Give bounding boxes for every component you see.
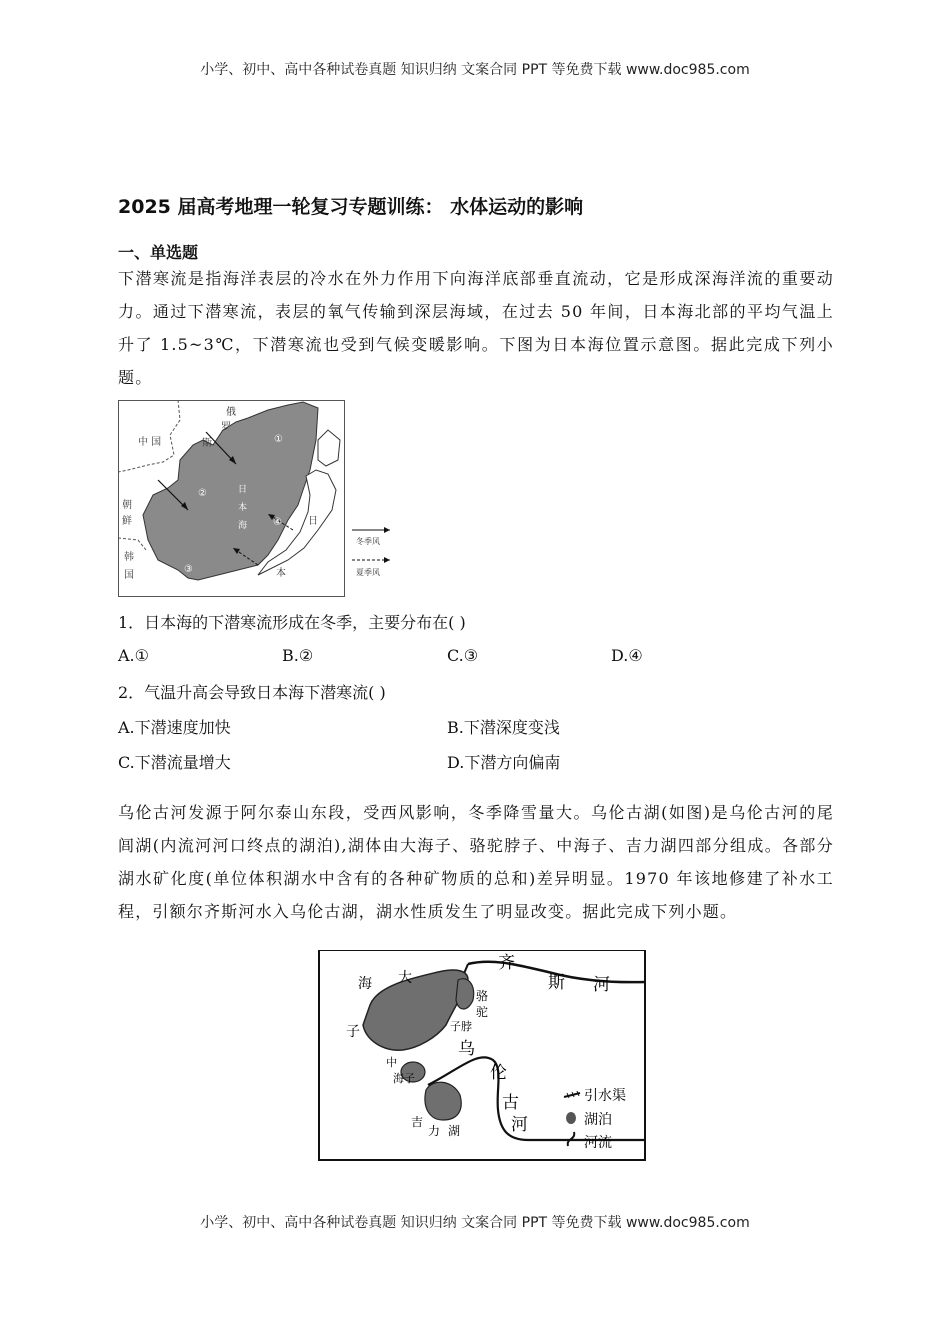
- question-1-option-a[interactable]: A.①: [118, 646, 149, 665]
- label-korea-s-2: 国: [124, 570, 134, 581]
- page-header: 小学、初中、高中各种试卷真题 知识归纳 文案合同 PPT 等免费下载 www.doc985.com: [200, 62, 750, 78]
- page-title: 2025 届高考地理一轮复习专题训练： 水体运动的影响: [118, 196, 584, 218]
- legend-lake-icon: [566, 1112, 576, 1124]
- legend-winter-monsoon: 冬季风: [356, 537, 380, 546]
- label-japan-2: 本: [276, 568, 286, 579]
- label-camel-2: 驼: [476, 1005, 489, 1019]
- question-2-option-b[interactable]: B.下潜深度变浅: [447, 718, 560, 737]
- marker-4: ④: [273, 517, 282, 528]
- label-jili-1: 吉: [411, 1115, 424, 1129]
- question-1-stem: 1．日本海的下潜寒流形成在冬季，主要分布在( ): [118, 613, 466, 632]
- label-ulungur-1: 乌: [458, 1039, 475, 1059]
- question-1-option-c[interactable]: C.③: [447, 646, 479, 665]
- question-1-option-d[interactable]: D.④: [611, 646, 643, 665]
- label-sea-3: 海: [238, 521, 248, 531]
- label-irtysh-3: 河: [593, 975, 610, 995]
- label-ulungur-2: 伦: [490, 1063, 507, 1083]
- label-mid-2: 海子: [393, 1072, 415, 1085]
- legend-river: 河流: [584, 1135, 612, 1151]
- label-jili-2: 力: [428, 1124, 441, 1138]
- label-korea-n-1: 朝: [122, 500, 132, 511]
- label-mid-1: 中: [386, 1056, 397, 1069]
- label-china: 中 国: [138, 437, 162, 448]
- label-camel-1: 骆: [476, 989, 489, 1003]
- label-ulungur-4: 河: [511, 1115, 528, 1135]
- page-footer: 小学、初中、高中各种试卷真题 知识归纳 文案合同 PPT 等免费下载 www.doc985.com: [200, 1215, 750, 1231]
- label-russia-2: 罗: [221, 422, 231, 433]
- label-korea-s-1: 韩: [124, 552, 134, 563]
- passage-1: 下潜寒流是指海洋表层的冷水在外力作用下向海洋底部垂直流动，它是形成深海洋流的重要动力。通过下潜寒流，表层的氧气传输到深层海域，在过去 50 年间，日本海北部的平均气温上升了 1.5~3℃，下潜寒流也受到气候变暖影响。下图为日本海位置示意图。据此完成下列小题。: [118, 269, 834, 387]
- label-korea-n-2: 鲜: [122, 516, 132, 527]
- legend-canal: 引水渠: [584, 1088, 626, 1104]
- question-2-option-c[interactable]: C.下潜流量增大: [118, 753, 231, 772]
- legend-lake: 湖泊: [584, 1112, 612, 1128]
- japan-sea-map: [118, 400, 398, 602]
- label-sea-2: 本: [238, 503, 248, 513]
- label-big-3: 子: [346, 1024, 360, 1040]
- legend-summer-monsoon: 夏季风: [356, 568, 380, 577]
- label-japan-1: 日: [308, 516, 318, 527]
- question-2-option-d[interactable]: D.下潜方向偏南: [447, 753, 561, 772]
- label-camel-3: 子脖: [450, 1020, 472, 1033]
- label-russia-1: 俄: [226, 407, 236, 418]
- label-big-2: 海: [358, 976, 372, 992]
- marker-2: ②: [198, 488, 207, 499]
- passage-2: 乌伦古河发源于阿尔泰山东段，受西风影响，冬季降雪量大。乌伦古湖(如图)是乌伦古河的尾闾湖(内流河河口终点的湖泊),湖体由大海子、骆驼脖子、中海子、吉力湖四部分组成。各部分湖水矿化度(单位体积湖水中含有的各种矿物质的总和)差异明显。1970 年该地修建了补水工程，引额尔齐斯河水入乌伦古湖，湖水性质发生了明显改变。据此完成下列小题。: [118, 803, 834, 921]
- label-russia-3: 斯: [202, 438, 212, 449]
- question-2-stem: 2．气温升高会导致日本海下潜寒流( ): [118, 683, 386, 702]
- section-heading: 一、单选题: [118, 243, 199, 262]
- label-irtysh-2: 斯: [548, 973, 565, 993]
- label-ulungur-3: 古: [502, 1093, 519, 1113]
- marker-1: ①: [274, 434, 283, 445]
- marker-3: ③: [184, 564, 193, 575]
- label-big-1: 大: [398, 970, 412, 986]
- question-2-option-a[interactable]: A.下潜速度加快: [118, 718, 231, 737]
- label-jili-3: 湖: [448, 1124, 461, 1138]
- label-irtysh-1: 齐: [498, 953, 515, 973]
- ulungur-lake-map: [318, 950, 648, 1166]
- question-1-option-b[interactable]: B.②: [282, 646, 314, 665]
- label-sea-1: 日: [238, 485, 248, 495]
